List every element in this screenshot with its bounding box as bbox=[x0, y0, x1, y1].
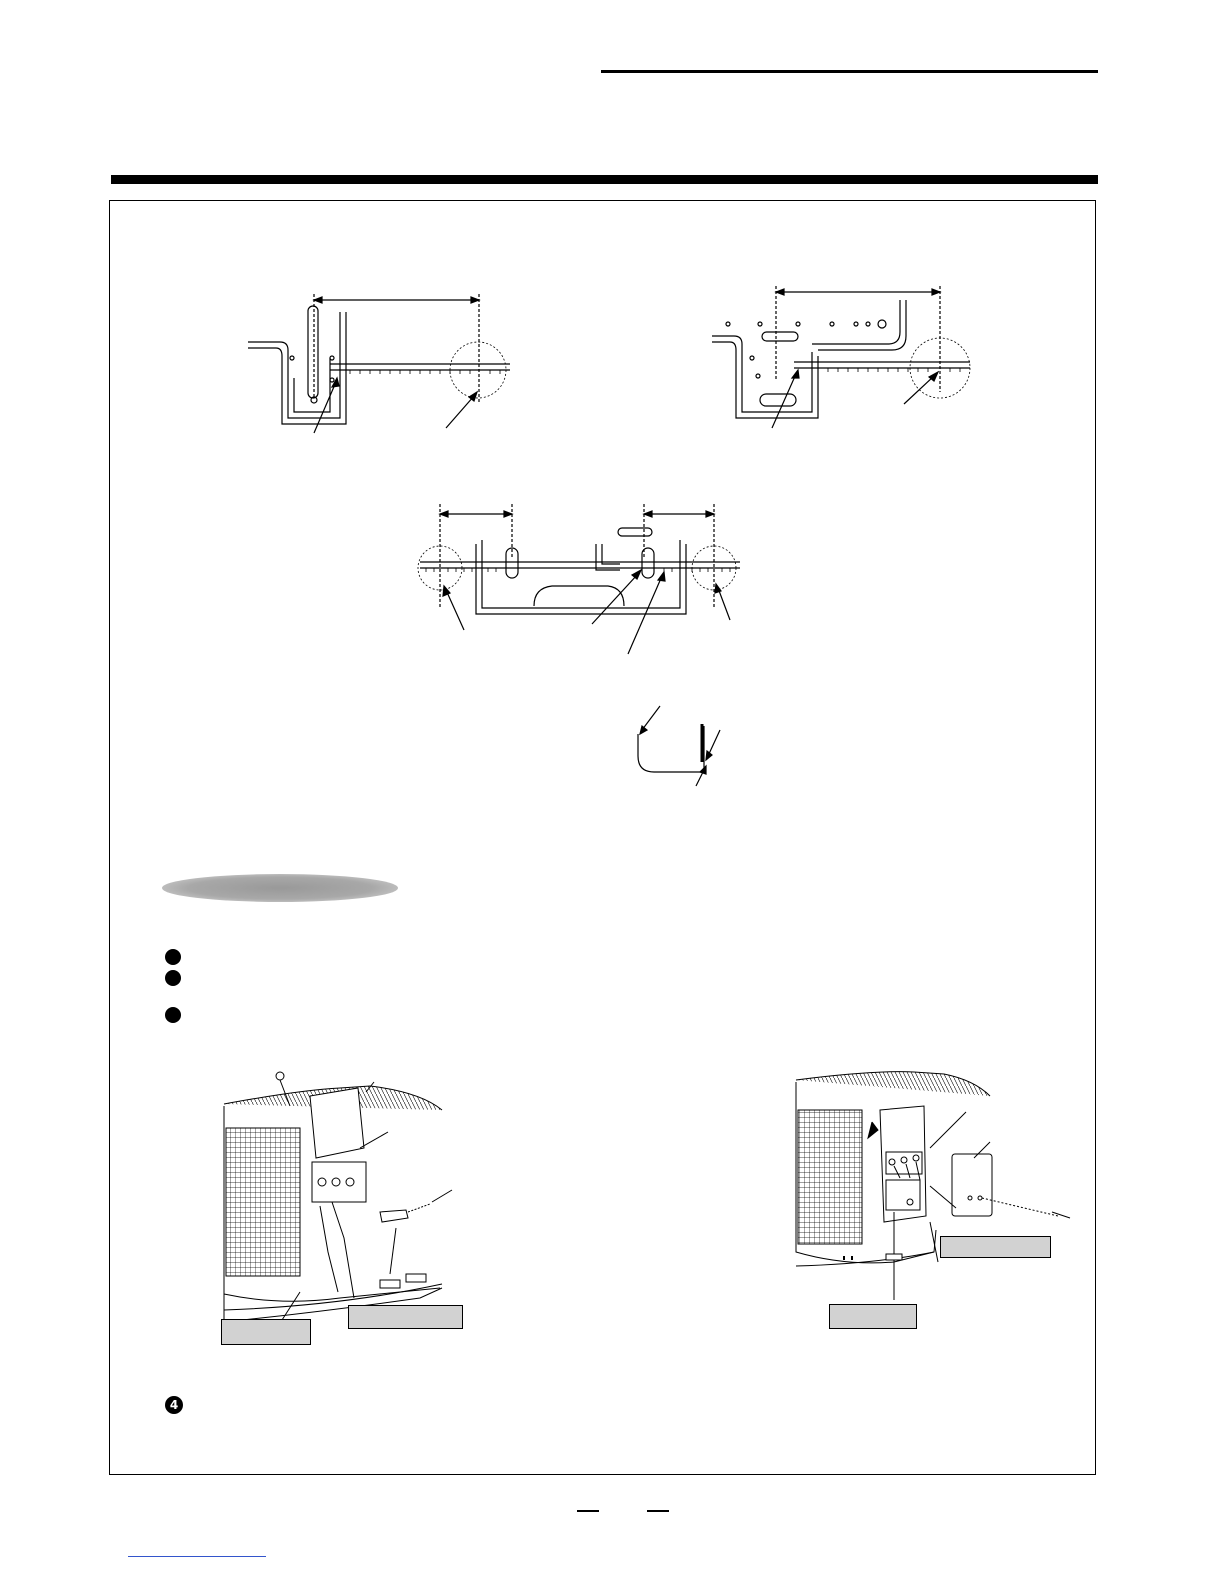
label-box-right-a bbox=[940, 1236, 1051, 1258]
label-box-right-b bbox=[829, 1304, 917, 1329]
page-number-dash-right bbox=[647, 1510, 669, 1512]
label-box-left-b bbox=[348, 1305, 463, 1329]
section-rule bbox=[111, 175, 1098, 184]
bullet-2-text bbox=[190, 968, 1070, 988]
profile-detail-diagram bbox=[630, 700, 730, 790]
center-bracket-diagram bbox=[412, 498, 752, 668]
left-bracket-diagram bbox=[240, 288, 530, 438]
footer-link[interactable] bbox=[128, 1538, 266, 1556]
section-label-oval bbox=[162, 874, 398, 902]
step-4-text bbox=[192, 1396, 1072, 1416]
footer-link-underline bbox=[128, 1556, 266, 1557]
bullet-1-text bbox=[190, 947, 1070, 967]
label-box-left-a bbox=[221, 1319, 311, 1345]
page-number bbox=[600, 1500, 646, 1520]
bullet-1 bbox=[165, 949, 181, 965]
page-number-dash-left bbox=[577, 1510, 599, 1512]
terminal-cover-illustration-right bbox=[794, 1062, 1074, 1332]
bullet-3 bbox=[165, 1007, 181, 1023]
bullet-2 bbox=[165, 970, 181, 986]
bullet-3-text bbox=[190, 1005, 1070, 1025]
header-rule bbox=[601, 70, 1098, 73]
right-bracket-diagram bbox=[708, 280, 978, 430]
step-4-number: 4 bbox=[165, 1396, 183, 1414]
page-title bbox=[601, 40, 1098, 64]
